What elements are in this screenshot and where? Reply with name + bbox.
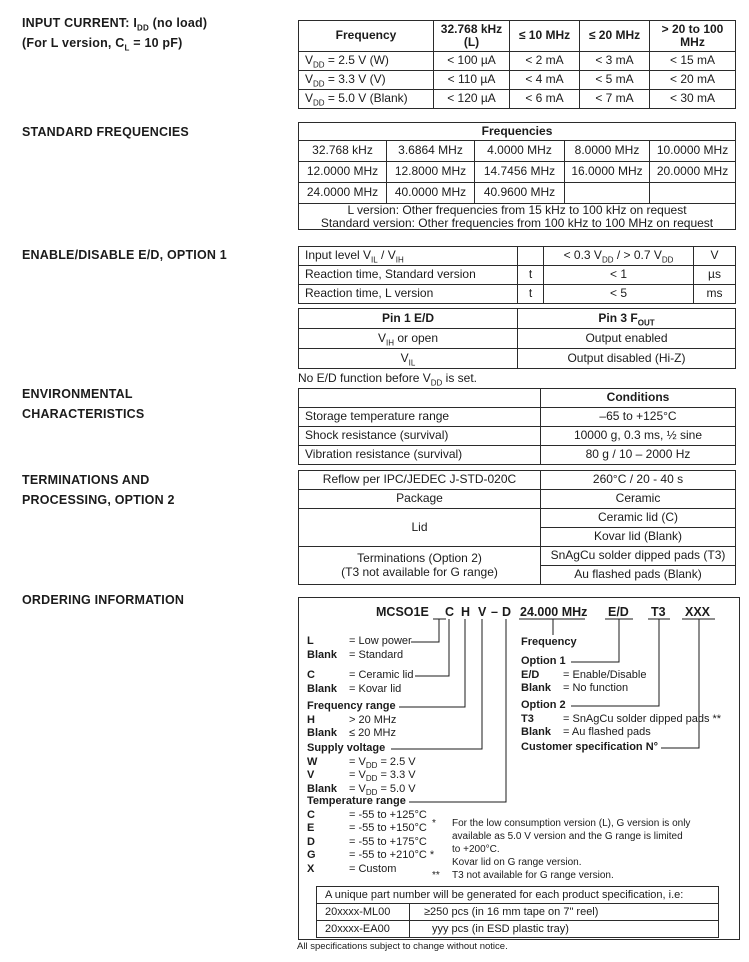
legend-value: = No function: [563, 682, 629, 694]
legend-key: V: [307, 769, 315, 781]
footnote-line: [432, 843, 690, 856]
pin-function-table: [298, 308, 736, 369]
terminations-table: [298, 470, 736, 585]
part-segment-dash: –: [491, 605, 498, 619]
footnote-line: [432, 817, 690, 830]
part-segment-supply: V: [478, 605, 487, 619]
part-number-table: [316, 886, 719, 938]
footnote-text: For the low consumption version (L), G version is only: [452, 818, 691, 829]
footnote-line: [432, 830, 690, 843]
table-row: [299, 285, 736, 304]
legend-key: T3: [521, 712, 534, 725]
table-cell: 20.0000 MHz: [650, 162, 736, 183]
column-header: 32.768 kHz (L): [434, 21, 510, 52]
table-row: [299, 247, 736, 266]
part-segment-lid: C: [445, 605, 455, 619]
table-cell: < 7 mA: [580, 90, 650, 109]
pin-table-footnote: No E/D function before $V_{DD}$ is set.: [298, 371, 477, 388]
table-cell: Output enabled: [518, 329, 736, 349]
section-heading-ordering: ORDERING INFORMATION: [22, 593, 185, 607]
legend-line: [307, 649, 412, 663]
legend-value: = -55 to +125°C: [349, 808, 427, 821]
legend-line: [307, 714, 396, 728]
table-cell: Input level $V_{IL} / V_{IH}$: [299, 247, 518, 266]
table-row: [299, 266, 736, 285]
legend-line: [307, 635, 412, 649]
table-cell: < 6 mA: [510, 90, 580, 109]
table-cell: Au flashed pads (Blank): [541, 566, 736, 585]
table-cell: 20xxxx-EA00: [317, 921, 410, 938]
part-number-table-title: A unique part number will be generated for each product specification, i.e:: [317, 887, 719, 904]
table-cell: < 5 mA: [580, 71, 650, 90]
table-cell: < 2 mA: [510, 52, 580, 71]
legend-value: = Ceramic lid: [349, 669, 414, 681]
footnote-text: available as 5.0 V version and the G range is limited: [452, 831, 683, 842]
table-header-row: [299, 21, 736, 52]
ordering-group-lid: [307, 669, 414, 696]
part-segment-frequency: 24.000 MHz: [520, 605, 588, 619]
footnote-marker: [432, 843, 452, 856]
legend-value: = -55 to +175°C: [349, 835, 427, 848]
table-row: [299, 408, 736, 427]
table-row: [299, 349, 736, 369]
legend-line: [307, 683, 414, 697]
legend-key: Blank: [307, 682, 337, 695]
table-cell: Reflow per IPC/JEDEC J-STD-020C: [299, 471, 541, 490]
legend-value: = -55 to +150°C: [349, 822, 427, 834]
frequencies-note-1: L version: Other frequencies from 15 kHz to 100 kHz on request: [347, 203, 687, 217]
table-cell: < 15 mA: [650, 52, 736, 71]
table-row: [299, 490, 736, 509]
part-segment-base: MCSO1E: [376, 605, 429, 619]
table-cell: ≥250 pcs (in 16 mm tape on 7" reel): [410, 904, 719, 921]
legend-line: [307, 669, 414, 683]
table-cell: Output disabled (Hi-Z): [518, 349, 736, 369]
legend-value: = -55 to +210°C *: [349, 849, 435, 861]
table-row: [317, 904, 719, 921]
footnote-text: to +200°C.: [452, 844, 500, 855]
table-cell: 10.0000 MHz: [650, 141, 736, 162]
table-cell: t: [518, 266, 544, 285]
footnote-line: [432, 869, 690, 882]
table-cell: Ceramic lid (C): [541, 509, 736, 528]
table-cell: ms: [694, 285, 736, 304]
ordering-diagram: [298, 597, 740, 940]
part-segment-custspec: XXX: [685, 605, 711, 619]
table-cell: 24.0000 MHz: [299, 183, 387, 204]
table-cell: 80 g / 10 – 2000 Hz: [541, 446, 736, 465]
ordering-group-customer-spec: [521, 741, 658, 755]
table-cell: SnAgCu solder dipped pads (T3): [541, 547, 736, 566]
table-cell: $V_{IH}$ or open: [299, 329, 518, 349]
table-header-row: [317, 887, 719, 904]
legend-value: = $V_{DD} = 2.5$ V: [349, 755, 416, 770]
ordering-group-frequency: [521, 636, 577, 650]
table-cell: $V_{DD} = 2.5$ V (W): [299, 52, 434, 71]
table-cell: 260°C / 20 - 40 s: [541, 471, 736, 490]
table-cell: [518, 247, 544, 266]
legend-key: C: [307, 808, 315, 821]
column-header: Pin 3 $F_{OUT}$: [518, 309, 736, 329]
legend-line: [521, 669, 646, 683]
legend-value: = $V_{DD} = 5.0$ V: [349, 782, 416, 797]
legend-value: > 20 MHz: [349, 713, 397, 726]
legend-key: D: [307, 835, 315, 848]
legend-key: G: [307, 849, 316, 861]
section-heading-terminations-line1: TERMINATIONS AND: [22, 473, 150, 487]
table-header-row: [299, 389, 736, 408]
table-cell: 32.768 kHz: [299, 141, 387, 162]
table-cell: t: [518, 285, 544, 304]
column-header: Frequency: [299, 21, 434, 52]
legend-value: = SnAgCu solder dipped pads **: [563, 712, 722, 725]
table-cell: < 3 mA: [580, 52, 650, 71]
column-header: Conditions: [541, 389, 736, 408]
footnote-line: [432, 856, 690, 869]
table-cell: Vibration resistance (survival): [299, 446, 541, 465]
section-heading-environmental-line2: CHARACTERISTICS: [22, 407, 145, 421]
table-cell: $V_{DD} = 5.0$ V (Blank): [299, 90, 434, 109]
table-title: Frequencies: [299, 123, 736, 141]
legend-key: X: [307, 862, 315, 875]
legend-value: = Custom: [349, 862, 397, 875]
legend-key: C: [307, 669, 315, 681]
table-cell: 16.0000 MHz: [565, 162, 650, 183]
table-row: [299, 471, 736, 490]
table-cell: < 1: [544, 266, 694, 285]
table-cell: [650, 183, 736, 204]
table-cell: –65 to +125°C: [541, 408, 736, 427]
legend-key: Blank: [307, 782, 337, 795]
table-row: [299, 162, 736, 183]
table-row: [299, 183, 736, 204]
legend-key: E: [307, 822, 315, 834]
ordering-group-option1: [521, 655, 646, 696]
column-header: Pin 1 E/D: [299, 309, 518, 329]
footnote-marker: *: [432, 818, 436, 829]
table-row: [299, 52, 736, 71]
legend-value: = Kovar lid: [349, 682, 402, 695]
table-header-row: [299, 123, 736, 141]
table-row: [299, 427, 736, 446]
table-cell: [565, 183, 650, 204]
table-cell: 14.7456 MHz: [475, 162, 565, 183]
legend-line: [521, 726, 721, 740]
table-row: [299, 204, 736, 230]
terminations-label-line1: Terminations (Option 2): [357, 551, 482, 566]
section-heading-input-current-line1: INPUT CURRENT: $I_{DD}$ (no load): [22, 16, 208, 33]
ordering-group-supply-voltage: [307, 742, 416, 796]
ordering-group-option2: [521, 699, 721, 740]
part-segment-option1: E/D: [608, 605, 629, 619]
table-cell: Storage temperature range: [299, 408, 541, 427]
legend-key: E/D: [521, 668, 540, 681]
table-cell: 10000 g, 0.3 ms, ½ sine: [541, 427, 736, 446]
table-cell: V: [694, 247, 736, 266]
table-cell: yyy pcs (in ESD plastic tray): [410, 921, 719, 938]
table-row: [299, 90, 736, 109]
section-heading-environmental-line1: ENVIRONMENTAL: [22, 387, 133, 401]
enable-disable-table: [298, 246, 736, 304]
section-heading-input-current-line2: (For L version, $C_L = 10$ pF): [22, 36, 183, 53]
input-current-table: [298, 20, 736, 109]
part-segment-temp: D: [502, 605, 512, 619]
legend-line: [307, 809, 434, 823]
table-cell: 20xxxx-ML00: [317, 904, 410, 921]
terminations-label-line2: (T3 not available for G range): [341, 564, 498, 579]
legend-title: Supply voltage: [307, 742, 386, 754]
table-cell: 3.6864 MHz: [387, 141, 475, 162]
legend-line: [307, 769, 416, 783]
table-cell: Package: [299, 490, 541, 509]
table-note-cell: [299, 204, 736, 230]
part-segment-option2: T3: [651, 605, 666, 619]
legend-line: [307, 783, 416, 797]
legend-title: Option 1: [521, 655, 566, 667]
table-cell: $V_{IL}$: [299, 349, 518, 369]
column-header: ≤ 10 MHz: [510, 21, 580, 52]
legend-key: L: [307, 635, 314, 647]
legend-key: W: [307, 755, 318, 768]
table-cell: < 100 µA: [434, 52, 510, 71]
legend-line: [307, 849, 434, 863]
table-cell: Kovar lid (Blank): [541, 528, 736, 547]
legend-line: [307, 756, 416, 770]
legend-line: [521, 713, 721, 727]
legend-value: = Enable/Disable: [563, 668, 647, 681]
table-row: [299, 446, 736, 465]
table-cell: < 0.3 $V_{DD}$ / > 0.7 $V_{DD}$: [544, 247, 694, 266]
legend-title: Option 2: [521, 699, 566, 711]
column-header: ≤ 20 MHz: [580, 21, 650, 52]
footnote-marker: [432, 856, 452, 869]
table-row: [299, 329, 736, 349]
legend-title: Temperature range: [307, 795, 406, 807]
page-footnote: All specifications subject to change without notice.: [297, 941, 508, 952]
footnote-marker: **: [432, 870, 440, 881]
table-cell: 8.0000 MHz: [565, 141, 650, 162]
table-row: [299, 71, 736, 90]
section-heading-standard-frequencies: STANDARD FREQUENCIES: [22, 125, 189, 139]
legend-key: Blank: [307, 727, 337, 739]
legend-key: H: [307, 713, 315, 726]
table-cell: 40.0000 MHz: [387, 183, 475, 204]
ordering-group-frequency-range: [307, 700, 396, 741]
table-cell: µs: [694, 266, 736, 285]
table-cell: < 5: [544, 285, 694, 304]
table-cell: < 20 mA: [650, 71, 736, 90]
table-cell: < 4 mA: [510, 71, 580, 90]
section-heading-enable-disable: ENABLE/DISABLE E/D, OPTION 1: [22, 248, 227, 262]
legend-key: Blank: [521, 682, 551, 694]
table-cell: [299, 389, 541, 408]
legend-title: Frequency: [521, 636, 577, 648]
table-cell: Ceramic: [541, 490, 736, 509]
part-segment-freq-range: H: [461, 605, 471, 619]
table-cell: Lid: [299, 509, 541, 547]
table-cell: Shock resistance (survival): [299, 427, 541, 446]
legend-line: [307, 822, 434, 836]
frequencies-table: [298, 122, 736, 230]
legend-value: = $V_{DD} = 3.3$ V: [349, 769, 416, 784]
legend-value: ≤ 20 MHz: [349, 727, 396, 739]
table-row: [299, 547, 736, 566]
legend-line: [521, 682, 646, 696]
table-cell: [299, 547, 541, 585]
table-header-row: [299, 309, 736, 329]
environmental-table: [298, 388, 736, 465]
table-cell: 12.8000 MHz: [387, 162, 475, 183]
legend-key: Blank: [521, 726, 551, 738]
table-cell: $V_{DD} = 3.3$ V (V): [299, 71, 434, 90]
table-cell: Reaction time, Standard version: [299, 266, 518, 285]
section-heading-terminations-line2: PROCESSING, OPTION 2: [22, 493, 175, 507]
ordering-group-temperature-range: [307, 795, 434, 876]
table-cell: Reaction time, L version: [299, 285, 518, 304]
table-cell: < 110 µA: [434, 71, 510, 90]
table-cell: < 120 µA: [434, 90, 510, 109]
footnote-text: Kovar lid on G range version.: [452, 857, 582, 868]
legend-key: Blank: [307, 648, 337, 661]
table-cell: 40.9600 MHz: [475, 183, 565, 204]
legend-value: = Standard: [349, 648, 404, 661]
legend-line: [307, 836, 434, 850]
column-header: > 20 to 100 MHz: [650, 21, 736, 52]
legend-title: Frequency range: [307, 700, 396, 712]
legend-value: = Au flashed pads: [563, 726, 651, 738]
table-cell: 4.0000 MHz: [475, 141, 565, 162]
legend-line: [307, 863, 434, 877]
ordering-footnotes: [432, 817, 690, 882]
table-cell: 12.0000 MHz: [299, 162, 387, 183]
footnote-text: T3 not available for G range version.: [452, 870, 614, 881]
table-row: [317, 921, 719, 938]
legend-value: = Low power: [349, 635, 412, 647]
footnote-marker: [432, 830, 452, 843]
frequencies-note-2: Standard version: Other frequencies from 100 kHz to 100 MHz on request: [320, 215, 714, 230]
table-cell: < 30 mA: [650, 90, 736, 109]
table-row: [299, 509, 736, 528]
table-row: [299, 141, 736, 162]
legend-title: Customer specification N°: [521, 741, 659, 753]
ordering-group-power: [307, 635, 412, 662]
legend-line: [307, 727, 396, 741]
